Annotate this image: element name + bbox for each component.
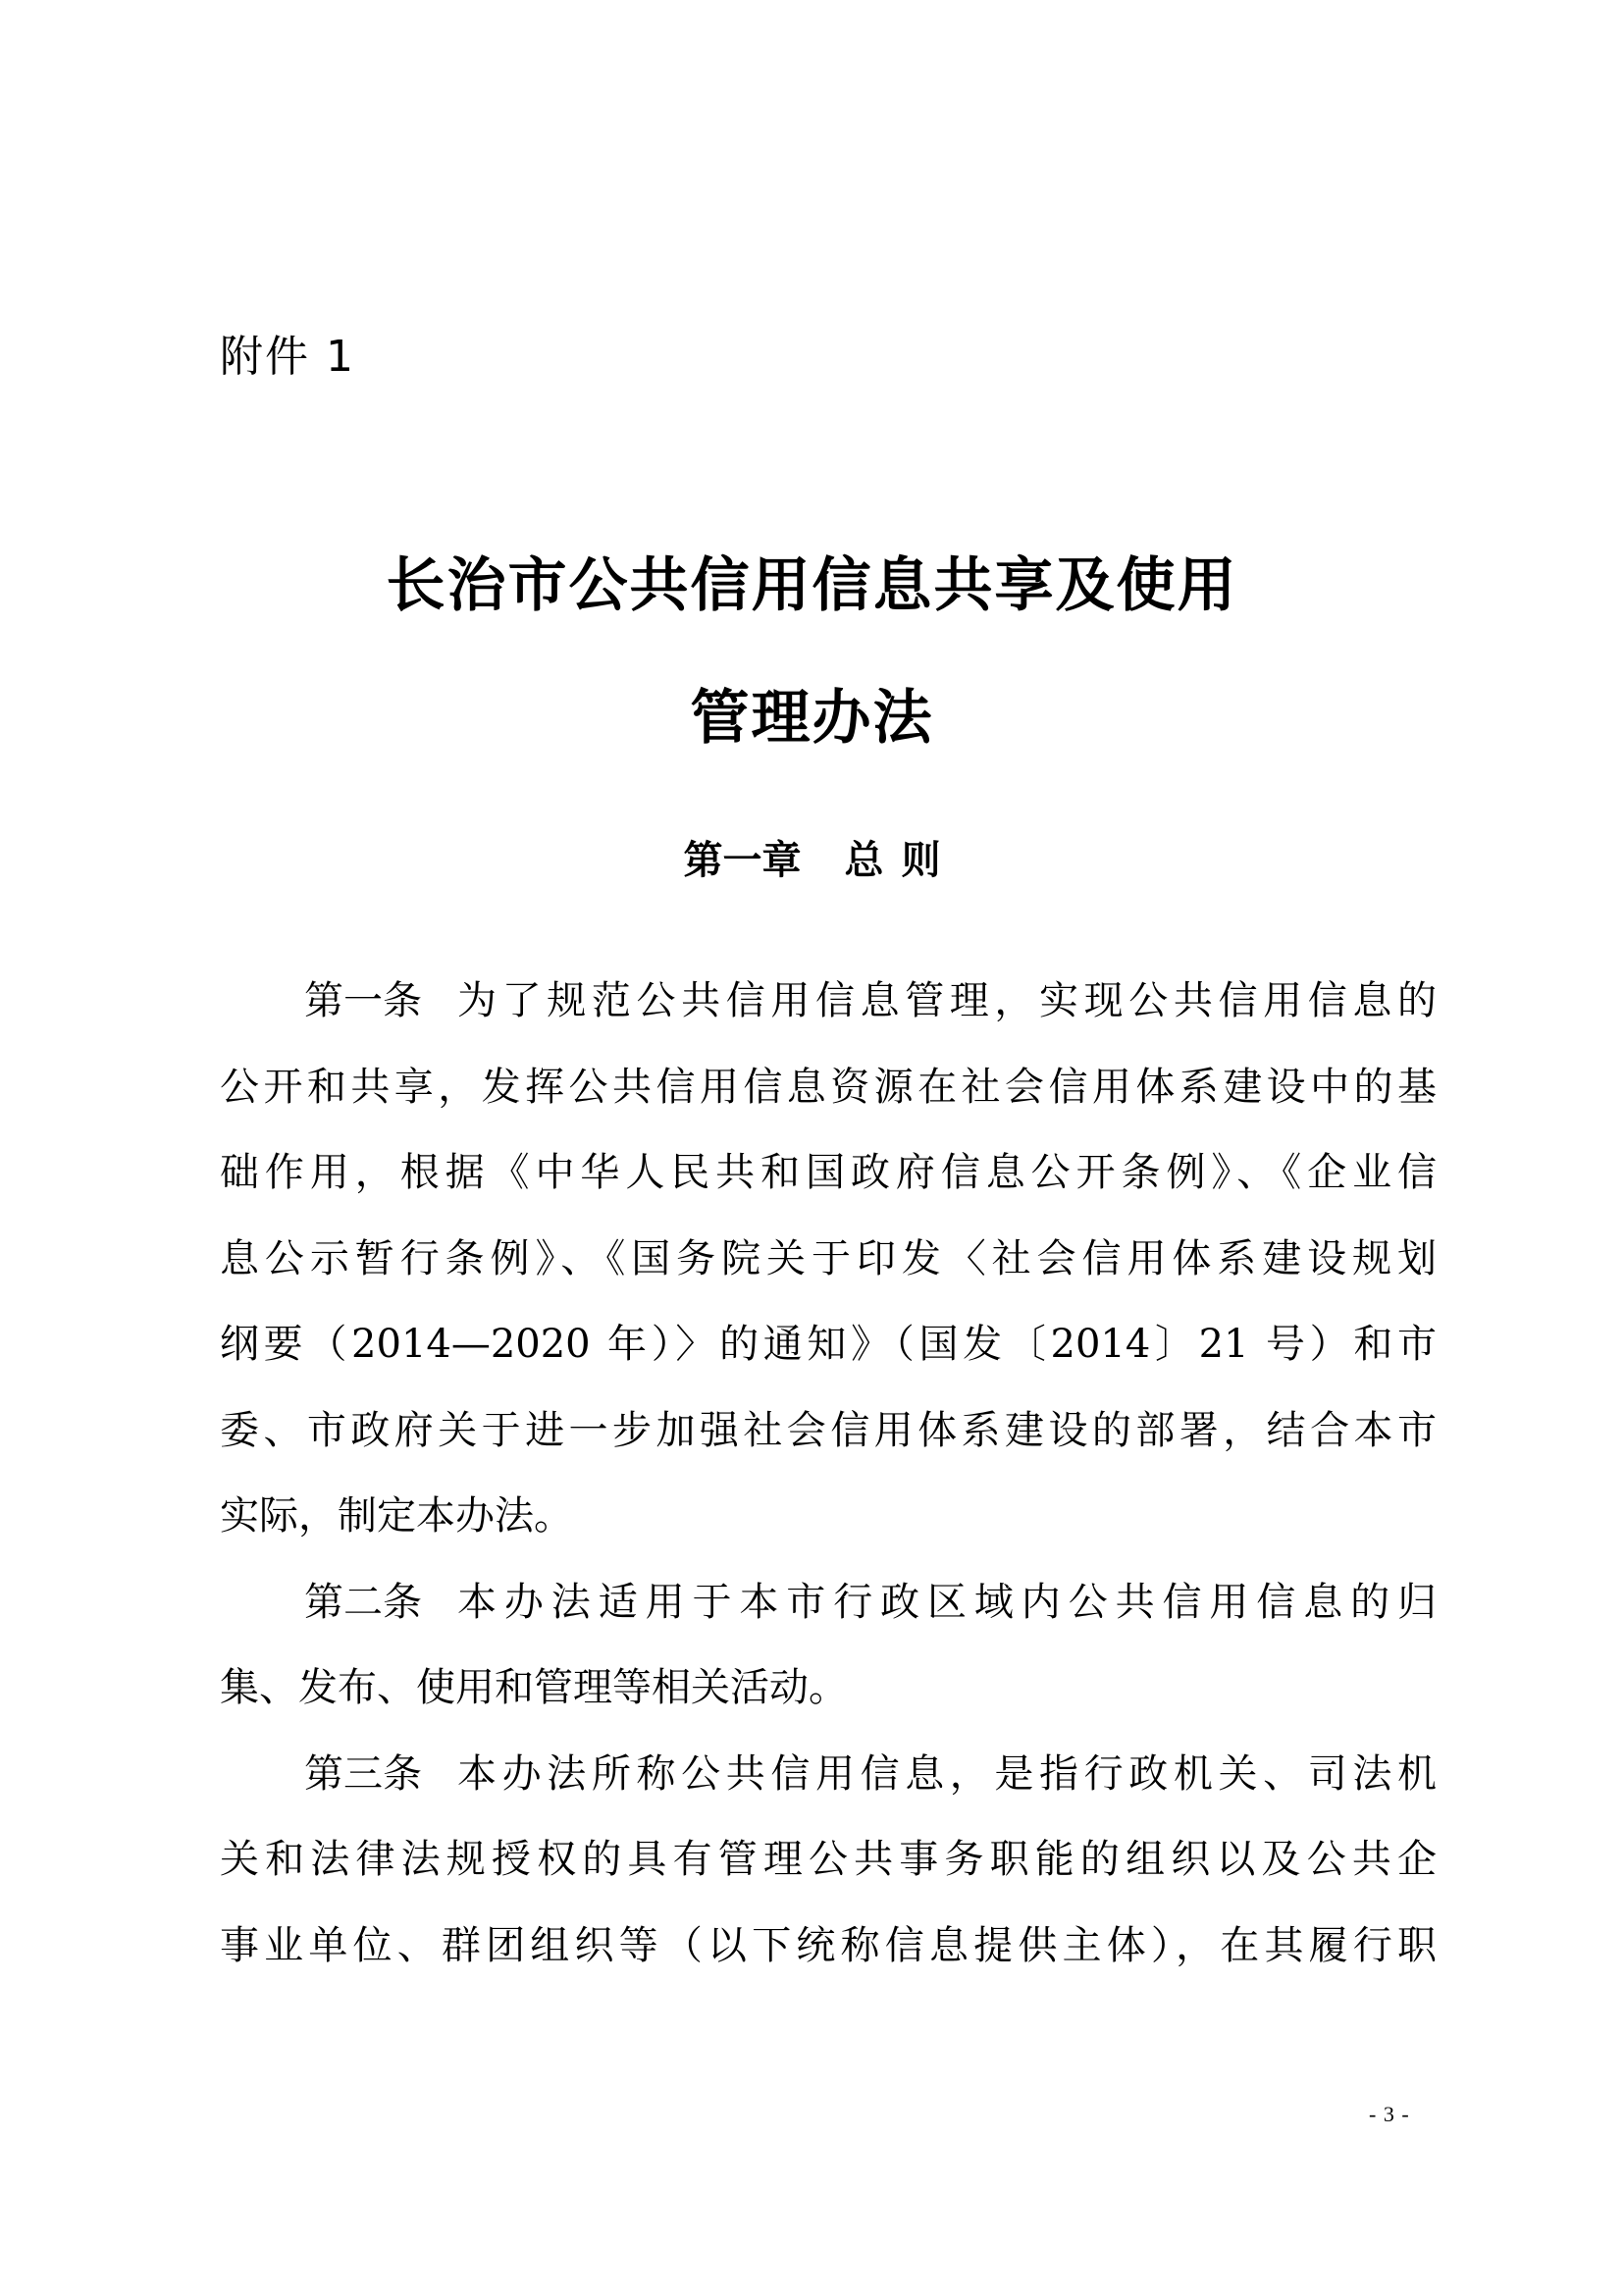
article-text: 本办法适用于本市行政区域内公共信用信息的归 <box>457 1580 1437 1625</box>
article-1-line-3: 础作用，根据《中华人民共和国政府信息公开条例》、《企业信 <box>220 1150 1437 1195</box>
article-2-line-2: 集、发布、使用和管理等相关活动。 <box>220 1665 848 1710</box>
article-3-line-2: 关和法律法规授权的具有管理公共事务职能的组织以及公共企 <box>220 1837 1437 1882</box>
attachment-label: 附件 1 <box>220 332 355 382</box>
article-3-line-1 <box>220 1745 1437 1803</box>
article-1-line-2: 公开和共享，发挥公共信用信息资源在社会信用体系建设中的基 <box>220 1065 1437 1110</box>
chapter-name-part-2: 则 <box>901 838 941 883</box>
article-text: 为了规范公共信用信息管理，实现公共信用信息的 <box>457 978 1437 1023</box>
article-label: 第三条 <box>304 1751 422 1797</box>
document-title-line-1: 长治市公共信用信息共享及使用 <box>386 551 1238 620</box>
article-1-line-4: 息公示暂行条例》、《国务院关于印发〈社会信用体系建设规划 <box>220 1236 1437 1281</box>
article-label: 第一条 <box>304 978 422 1023</box>
article-1-line-7: 实际，制定本办法。 <box>220 1493 573 1539</box>
chapter-heading <box>0 836 1624 885</box>
article-1-line-5: 纲要（2014—2020 年）〉的通知》（国发〔2014〕21 号）和市 <box>220 1322 1437 1367</box>
article-1-line-1 <box>220 971 1437 1030</box>
document-title-line-2: 管理办法 <box>690 684 934 753</box>
article-3-line-3: 事业单位、群团组织等（以下统称信息提供主体），在其履行职 <box>220 1923 1437 1968</box>
article-label: 第二条 <box>304 1580 422 1625</box>
page-number: - 3 - <box>1369 2102 1410 2126</box>
chapter-name-part-1: 总 <box>844 838 884 883</box>
article-text: 本办法所称公共信用信息，是指行政机关、司法机 <box>457 1751 1437 1797</box>
article-2-line-1 <box>220 1573 1437 1632</box>
chapter-number: 第一章 <box>683 838 802 883</box>
article-1-line-6: 委、市政府关于进一步加强社会信用体系建设的部署，结合本市 <box>220 1408 1437 1453</box>
